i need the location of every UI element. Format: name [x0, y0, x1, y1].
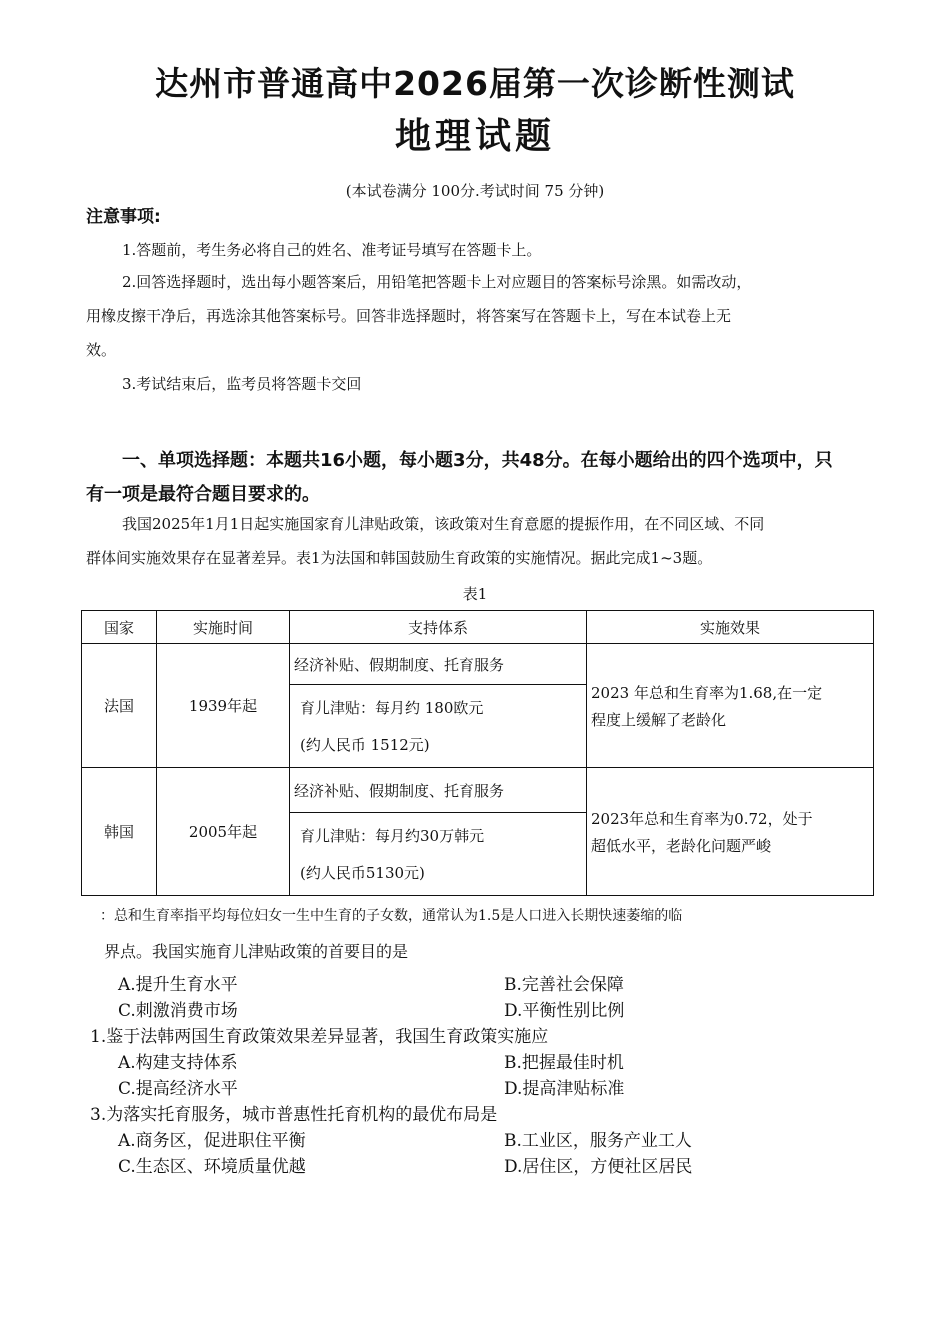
effect-line: 2023 年总和生育率为1.68,在一定 [591, 683, 823, 702]
section-heading: 一、单项选择题：本题共16小题，每小题3分，共48分。在每小题给出的四个选项中，只 [122, 450, 833, 471]
option-c: C.刺激消费市场 [118, 1001, 238, 1021]
support-line: 育儿津贴：每月约30万韩元 [300, 827, 485, 845]
support-cell: 经济补贴、假期制度、托育服务 [290, 644, 587, 685]
notice-line: 用橡皮擦干净后，再选涂其他答案标号。回答非选择题时，将答案写在答题卡上，写在本试卷上无 [86, 307, 732, 325]
option-c: C.提高经济水平 [118, 1079, 238, 1099]
country-cell: 韩国 [82, 768, 157, 896]
intro-text: 我国2025年1月1日起实施国家育儿津贴政策，该政策对生育意愿的提振作用，在不同区域、不同 [122, 515, 765, 533]
notice-line: 1.答题前，考生务必将自己的姓名、准考证号填写在答题卡上。 [122, 241, 542, 259]
table-footnote: ：总和生育率指平均每位妇女一生中生育的子女数，通常认为1.5是人口进入长期快速萎缩的临 [100, 908, 683, 924]
option-a: A.商务区，促进职住平衡 [118, 1131, 306, 1151]
section-heading: 有一项是最符合题目要求的。 [86, 484, 320, 505]
header-cell: 实施效果 [587, 611, 874, 644]
effect-line: 2023年总和生育率为0.72，处于 [591, 809, 813, 828]
support-line: (约人民币 1512元) [300, 736, 430, 754]
option-c: C.生态区、环境质量优越 [118, 1157, 306, 1177]
effect-cell [587, 644, 874, 768]
support-cell: 经济补贴、假期制度、托育服务 [290, 768, 587, 813]
option-d: D.提高津贴标准 [504, 1079, 625, 1099]
support-cell [290, 685, 587, 768]
header-cell: 支持体系 [290, 611, 587, 644]
support-line: 育儿津贴：每月约 180欧元 [300, 699, 484, 717]
table-caption: 表1 [462, 585, 488, 603]
effect-line: 程度上缓解了老龄化 [591, 710, 727, 729]
policy-table [81, 610, 874, 896]
question-stem: 3.为落实托育服务，城市普惠性托育机构的最优布局是 [90, 1105, 498, 1125]
header-cell: 国家 [82, 611, 157, 644]
time-cell: 1939年起 [157, 644, 290, 768]
notice-heading: 注意事项: [86, 207, 161, 227]
time-cell: 2005年起 [157, 768, 290, 896]
option-a: A.构建支持体系 [118, 1053, 238, 1073]
question-stem: 1.鉴于法韩两国生育政策效果差异显著，我国生育政策实施应 [90, 1027, 549, 1047]
intro-text: 群体间实施效果存在显著差异。表1为法国和韩国鼓励生育政策的实施情况。据此完成1~3题。 [86, 549, 713, 567]
table-row [82, 768, 874, 813]
header-cell: 实施时间 [157, 611, 290, 644]
exam-info: (本试卷满分 100分.考试时间 75 分钟) [345, 182, 605, 200]
question-stem: 界点。我国实施育儿津贴政策的首要目的是 [104, 942, 409, 961]
notice-line: 效。 [86, 341, 117, 359]
table-row [82, 644, 874, 685]
option-b: B.完善社会保障 [504, 975, 624, 995]
support-line: (约人民币5130元) [300, 864, 425, 882]
option-d: D.平衡性别比例 [504, 1001, 625, 1021]
table-header-row [82, 611, 874, 644]
effect-cell [587, 768, 874, 896]
subject-title: 地理试题 [394, 116, 555, 157]
option-d: D.居住区，方便社区居民 [504, 1157, 693, 1177]
option-b: B.把握最佳时机 [504, 1053, 624, 1073]
option-a: A.提升生育水平 [118, 975, 238, 995]
notice-line: 3.考试结束后，监考员将答题卡交回 [122, 375, 362, 393]
country-cell: 法国 [82, 644, 157, 768]
effect-line: 超低水平，老龄化问题严峻 [591, 836, 772, 855]
support-cell [290, 813, 587, 896]
exam-title: 达州市普通高中2026届第一次诊断性测试 [155, 64, 795, 103]
option-b: B.工业区，服务产业工人 [504, 1131, 692, 1151]
notice-line: 2.回答选择题时，选出每小题答案后，用铅笔把答题卡上对应题目的答案标号涂黑。如需改动， [122, 273, 752, 291]
